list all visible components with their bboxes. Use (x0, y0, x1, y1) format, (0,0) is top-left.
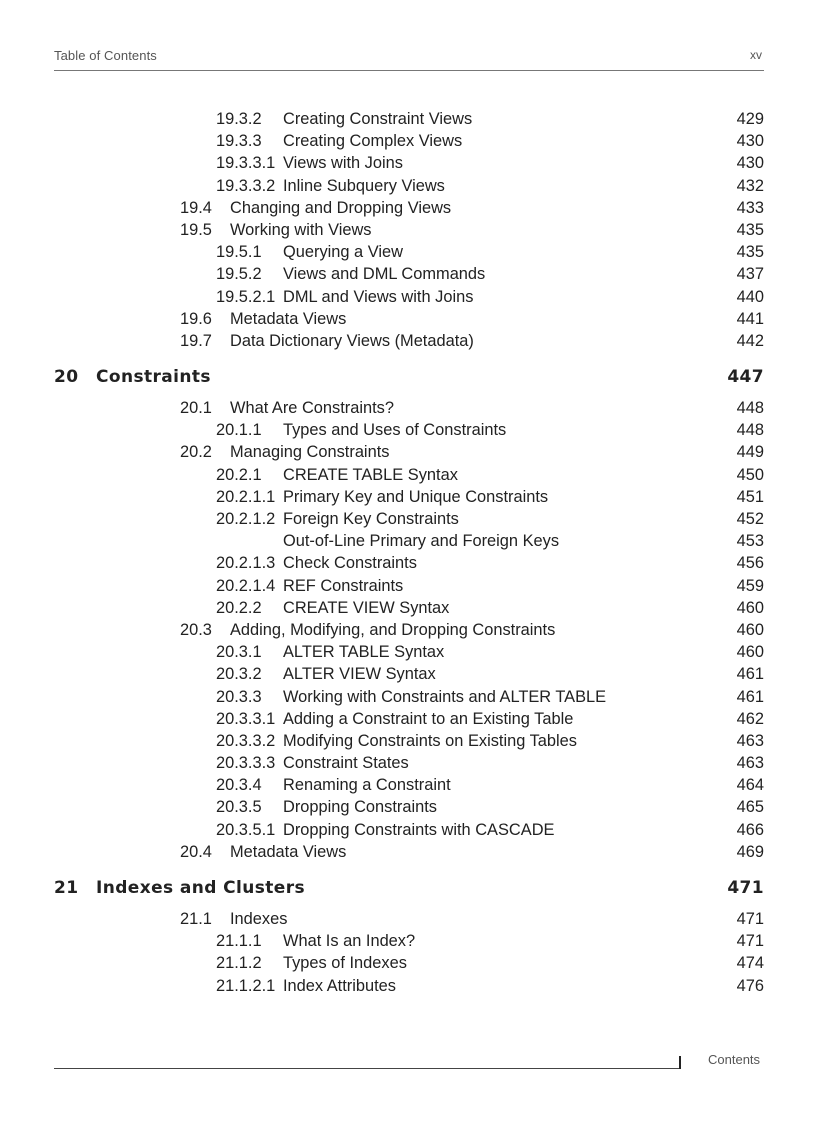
section-number: 19.3.3.2 (216, 176, 276, 195)
chapter-page: 471 (727, 878, 764, 898)
section-number: 20.3.3.1 (216, 709, 276, 728)
section-number: 20.3 (180, 620, 212, 639)
section-title: Working with Constraints and ALTER TABLE (283, 687, 607, 706)
toc-entry[interactable] (0, 330, 816, 352)
footer-rule (54, 1068, 680, 1069)
header-rule (54, 70, 764, 71)
section-number: 19.5.2 (216, 265, 262, 284)
section-page: 463 (736, 754, 764, 773)
section-page: 456 (736, 554, 764, 573)
section-number: 20.2.1.4 (216, 576, 276, 595)
section-title: Working with Views (230, 220, 372, 239)
section-number: 20.3.5 (216, 798, 262, 817)
section-number: 20.2.1.2 (216, 510, 276, 528)
toc-chapter[interactable] (0, 876, 816, 900)
toc-entry[interactable] (0, 464, 816, 486)
section-page: 465 (736, 798, 764, 817)
toc-entry[interactable] (0, 730, 816, 752)
page-number-roman: xv (750, 48, 762, 62)
toc-entry[interactable] (0, 152, 816, 174)
section-page: 450 (736, 465, 764, 484)
section-title: Dropping Constraints with CASCADE (283, 820, 555, 839)
section-number: 19.3.2 (216, 110, 262, 128)
section-page: 462 (736, 709, 764, 728)
footer-tick (679, 1056, 681, 1069)
toc-entry[interactable] (0, 663, 816, 685)
section-number: 20.1 (180, 399, 212, 418)
section-number: 20.3.1 (216, 643, 262, 662)
section-number: 21.1.2 (216, 954, 262, 973)
section-page: 463 (736, 731, 764, 750)
toc-entry[interactable] (0, 397, 816, 419)
chapter-number: 20 (54, 367, 79, 388)
toc-entry[interactable] (0, 263, 816, 285)
toc-entry[interactable] (0, 774, 816, 796)
toc-entry[interactable] (0, 419, 816, 441)
section-number: 19.3.3 (216, 132, 262, 151)
section-number: 20.1.1 (216, 421, 262, 440)
toc-entry[interactable] (0, 796, 816, 818)
footer-label: Contents (708, 1052, 761, 1067)
chapter-title: Indexes and Clusters (96, 878, 306, 898)
section-title: Metadata Views (230, 842, 347, 861)
section-title: Out-of-Line Primary and Foreign Keys (283, 532, 560, 551)
toc-entry[interactable] (0, 508, 816, 530)
section-page: 442 (736, 331, 764, 350)
section-title: Indexes (230, 910, 288, 928)
toc-entry[interactable] (0, 219, 816, 241)
section-title: Dropping Constraints (283, 798, 437, 817)
chapter-title: Constraints (96, 367, 211, 388)
toc-chapter[interactable] (0, 365, 816, 389)
section-title: Foreign Key Constraints (283, 510, 459, 528)
chapter-page: 447 (727, 367, 764, 388)
section-number: 20.2.1.3 (216, 554, 276, 573)
section-title: Data Dictionary Views (Metadata) (230, 331, 474, 350)
section-page: 460 (736, 620, 764, 639)
section-number: 20.3.3.3 (216, 754, 276, 773)
section-number: 19.4 (180, 198, 212, 217)
toc-entry[interactable] (0, 975, 816, 997)
section-number: 20.2.1 (216, 465, 262, 484)
section-number: 19.5.1 (216, 243, 262, 262)
section-number: 19.7 (180, 331, 212, 350)
section-page: 459 (736, 576, 764, 595)
section-title: Primary Key and Unique Constraints (283, 487, 549, 506)
section-title: REF Constraints (283, 576, 404, 595)
toc-entry[interactable] (0, 686, 816, 708)
section-number: 20.3.4 (216, 776, 262, 795)
toc-entry[interactable] (0, 530, 816, 552)
section-title: CREATE VIEW Syntax (283, 598, 450, 617)
section-page: 461 (736, 665, 764, 684)
section-title: What Is an Index? (283, 932, 416, 951)
section-title: What Are Constraints? (230, 399, 394, 418)
section-number: 20.3.5.1 (216, 820, 276, 839)
toc-entry[interactable] (0, 108, 816, 130)
section-page: 469 (736, 842, 764, 861)
section-page: 448 (736, 421, 764, 440)
toc-entry[interactable] (0, 197, 816, 219)
toc-entry[interactable] (0, 952, 816, 974)
section-page: 435 (736, 243, 764, 262)
section-title: Types of Indexes (283, 954, 407, 973)
section-page: 440 (736, 287, 764, 306)
section-title: ALTER VIEW Syntax (283, 665, 436, 684)
section-number: 21.1.2.1 (216, 976, 276, 995)
section-number: 20.2.2 (216, 598, 262, 617)
section-page: 430 (736, 132, 764, 151)
running-header-title: Table of Contents (54, 48, 157, 63)
section-number: 19.5 (180, 220, 212, 239)
section-page: 474 (736, 954, 764, 973)
section-page: 433 (736, 198, 764, 217)
section-page: 435 (736, 220, 764, 239)
section-page: 471 (736, 932, 764, 951)
toc-entry[interactable] (0, 841, 816, 863)
section-title: Adding a Constraint to an Existing Table (283, 709, 574, 728)
toc-entry[interactable] (0, 597, 816, 619)
toc-entry[interactable] (0, 552, 816, 574)
section-title: Adding, Modifying, and Dropping Constraints (230, 620, 556, 639)
section-page: 437 (736, 265, 764, 284)
section-title: Views with Joins (283, 154, 403, 173)
section-number: 19.6 (180, 309, 212, 328)
section-title: Types and Uses of Constraints (283, 421, 507, 440)
section-title: Creating Constraint Views (283, 110, 473, 128)
toc-entry[interactable] (0, 619, 816, 641)
section-title: Metadata Views (230, 309, 347, 328)
section-number: 21.1.1 (216, 932, 262, 951)
section-page: 476 (736, 976, 764, 995)
section-page: 471 (736, 910, 764, 928)
section-page: 449 (736, 443, 764, 462)
section-page: 441 (736, 309, 764, 328)
section-title: CREATE TABLE Syntax (283, 465, 458, 484)
toc-entry[interactable] (0, 575, 816, 597)
section-number: 20.2.1.1 (216, 487, 276, 506)
toc-entry[interactable] (0, 286, 816, 308)
section-page: 466 (736, 820, 764, 839)
section-number: 19.3.3.1 (216, 154, 276, 173)
section-number: 20.4 (180, 842, 212, 861)
toc-entry[interactable] (0, 175, 816, 197)
section-title: Modifying Constraints on Existing Tables (283, 731, 577, 750)
section-page: 460 (736, 598, 764, 617)
section-number: 20.2 (180, 443, 212, 462)
section-number: 21.1 (180, 910, 212, 928)
toc-entry[interactable] (0, 441, 816, 463)
toc-entry[interactable] (0, 241, 816, 263)
toc-entry[interactable] (0, 819, 816, 841)
section-page: 451 (736, 487, 764, 506)
toc-entry[interactable] (0, 308, 816, 330)
section-title: Check Constraints (283, 554, 417, 573)
section-title: Constraint States (283, 754, 409, 773)
section-title: Creating Complex Views (283, 132, 463, 151)
section-number: 19.5.2.1 (216, 287, 276, 306)
section-title: DML and Views with Joins (283, 287, 474, 306)
section-page: 461 (736, 687, 764, 706)
section-page: 432 (736, 176, 764, 195)
section-page: 464 (736, 776, 764, 795)
toc-entry[interactable] (0, 641, 816, 663)
section-page: 453 (736, 532, 764, 551)
section-number: 20.3.3 (216, 687, 262, 706)
section-title: Index Attributes (283, 976, 396, 995)
section-page: 452 (736, 510, 764, 528)
section-number: 20.3.3.2 (216, 731, 276, 750)
section-number: 20.3.2 (216, 665, 262, 684)
toc-entry[interactable] (0, 486, 816, 508)
section-page: 448 (736, 399, 764, 418)
section-title: Renaming a Constraint (283, 776, 451, 795)
toc-list (0, 108, 816, 997)
section-title: Inline Subquery Views (283, 176, 445, 195)
section-title: ALTER TABLE Syntax (283, 643, 445, 662)
section-page: 430 (736, 154, 764, 173)
section-title: Managing Constraints (230, 443, 390, 462)
toc-entry[interactable] (0, 908, 816, 930)
section-page: 429 (736, 110, 764, 128)
section-title: Changing and Dropping Views (230, 198, 452, 217)
toc-entry[interactable] (0, 130, 816, 152)
section-title: Views and DML Commands (283, 265, 486, 284)
section-page: 460 (736, 643, 764, 662)
toc-entry[interactable] (0, 752, 816, 774)
section-title: Querying a View (283, 243, 403, 262)
toc-entry[interactable] (0, 708, 816, 730)
chapter-number: 21 (54, 878, 79, 898)
toc-entry[interactable] (0, 930, 816, 952)
